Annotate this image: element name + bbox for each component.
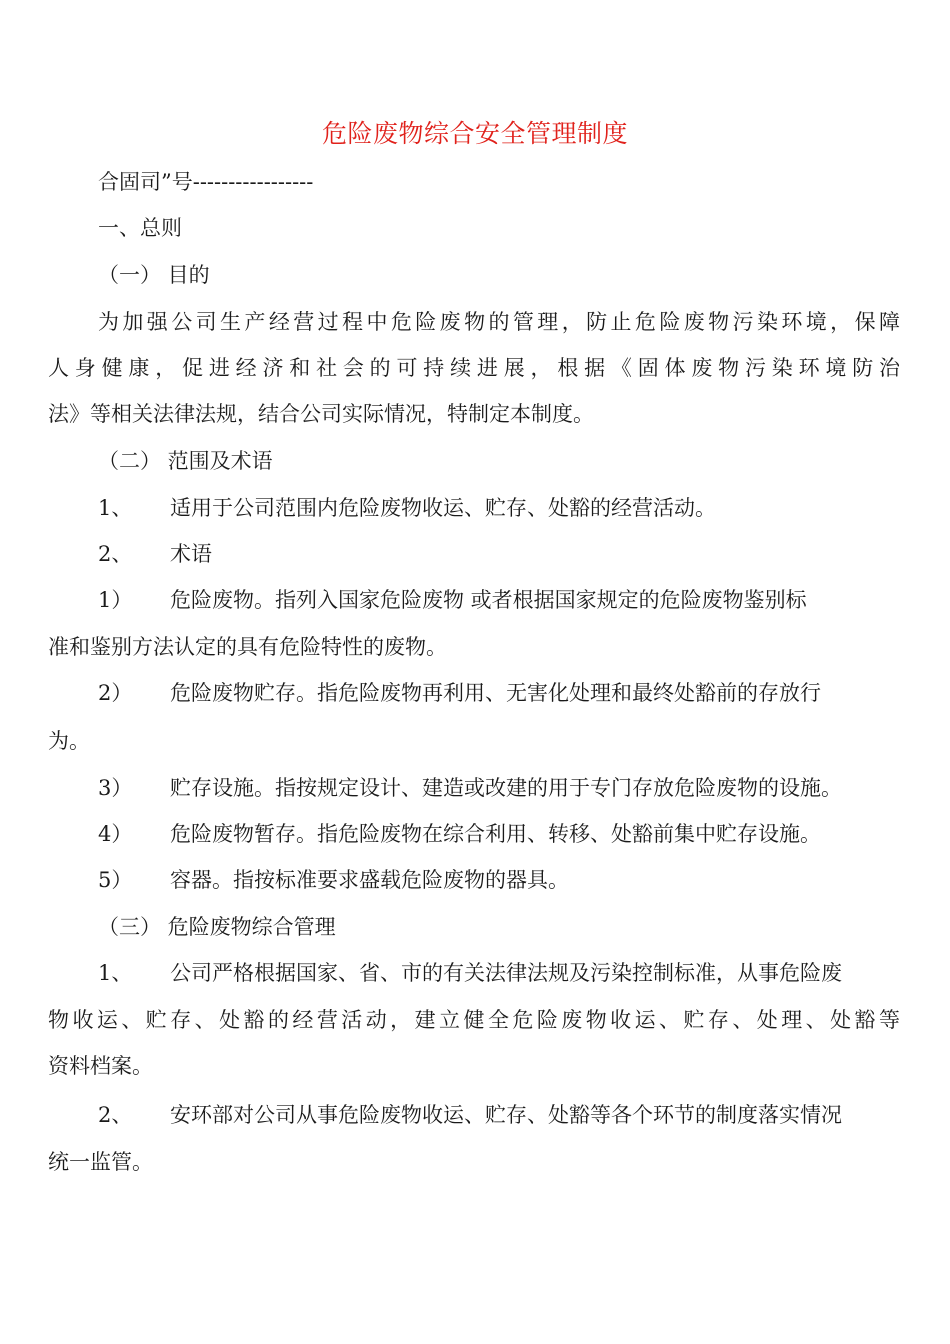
term-2 [98, 670, 900, 716]
term-2-continuation: 为。 [48, 729, 90, 753]
purpose-line-1: 为加强公司生产经营过程中危险废物的管理，防止危险废物污染环境，保障 [98, 310, 900, 334]
term-text: 危险废物。指列入国家危险废物 或者根据国家规定的危险废物鉴别标 [170, 588, 807, 612]
management-item-2 [98, 1092, 900, 1138]
subsection-heading-scope: （二） 范围及术语 [98, 449, 273, 473]
scope-item-1 [98, 485, 900, 531]
item-text: 术语 [170, 542, 212, 566]
item-number: 1、 [98, 961, 133, 985]
item-number: 2、 [98, 542, 133, 566]
term-number: 1） [98, 588, 133, 612]
scope-item-2 [98, 531, 900, 577]
document-title: 危险废物综合安全管理制度 [321, 119, 628, 148]
term-number: 3） [98, 776, 133, 800]
management-item-2-line-2: 统一监管。 [48, 1150, 153, 1174]
purpose-line-2: 人身健康，促进经济和社会的可持续进展，根据《固体废物污染环境防治 [48, 356, 900, 380]
term-text: 容器。指按标准要求盛载危险废物的器具。 [170, 868, 569, 892]
management-item-1-line-3: 资料档案。 [48, 1054, 153, 1078]
term-text: 危险废物暂存。指危险废物在综合利用、转移、处豁前集中贮存设施。 [170, 822, 821, 846]
term-3 [98, 765, 900, 811]
item-text: 公司严格根据国家、省、市的有关法律法规及污染控制标准，从事危险废 [170, 961, 842, 985]
term-number: 5） [98, 868, 133, 892]
term-text: 贮存设施。指按规定设计、建造或改建的用于专门存放危险废物的设施。 [170, 776, 842, 800]
term-number: 2） [98, 681, 133, 705]
item-text: 适用于公司范围内危险废物收运、贮存、处豁的经营活动。 [170, 496, 716, 520]
term-1 [98, 577, 900, 623]
document-number: 合固司”号----------------- [98, 170, 314, 194]
item-text: 安环部对公司从事危险废物收运、贮存、处豁等各个环节的制度落实情况 [170, 1103, 842, 1127]
term-4 [98, 811, 900, 857]
item-number: 2、 [98, 1103, 133, 1127]
term-5 [98, 857, 900, 903]
section-heading-general: 一、总则 [98, 216, 182, 240]
purpose-line-3: 法》等相关法律法规，结合公司实际情况，特制定本制度。 [48, 402, 594, 426]
subsection-heading-management: （三） 危险废物综合管理 [98, 915, 336, 939]
management-item-1-line-2: 物收运、贮存、处豁的经营活动，建立健全危险废物收运、贮存、处理、处豁等 [48, 1008, 900, 1032]
management-item-1 [98, 950, 900, 996]
term-number: 4） [98, 822, 133, 846]
item-number: 1、 [98, 496, 133, 520]
term-text: 危险废物贮存。指危险废物再利用、无害化处理和最终处豁前的存放行 [170, 681, 821, 705]
subsection-heading-purpose: （一） 目的 [98, 263, 210, 287]
term-1-continuation: 准和鉴别方法认定的具有危险特性的废物。 [48, 635, 447, 659]
